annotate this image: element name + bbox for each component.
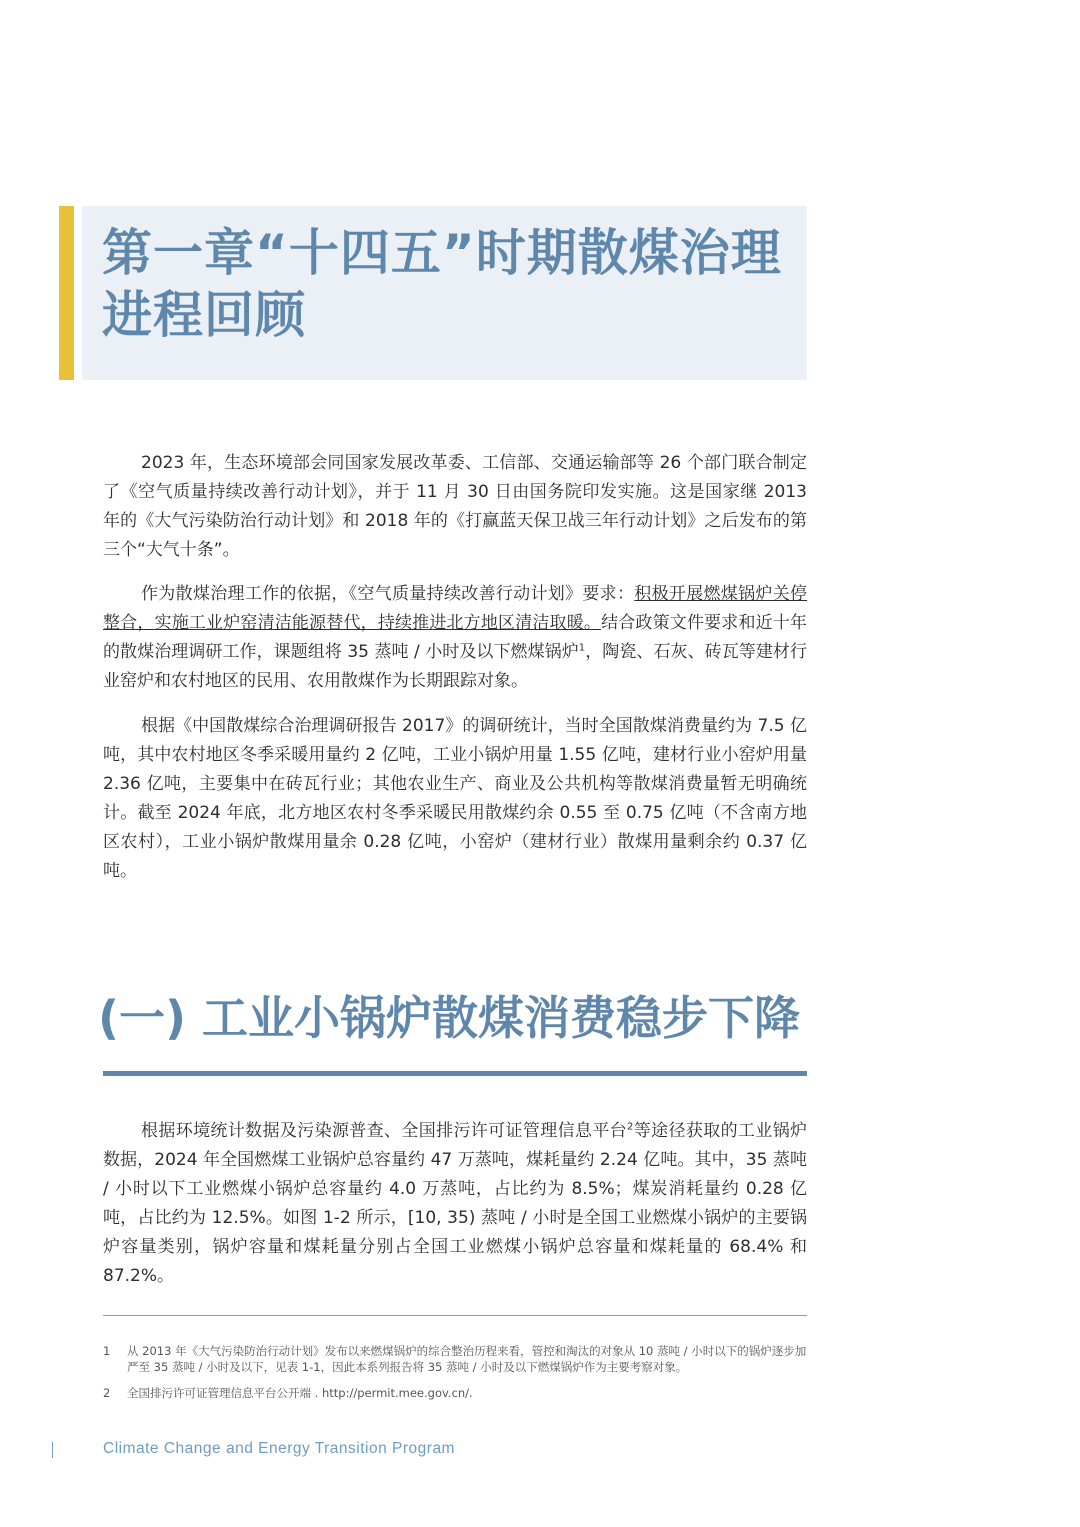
- paragraph-4-lead: 根据环境统计数据及污染源普查、全国排污许可证管理信息平台: [141, 1121, 628, 1141]
- intro-text: [103, 449, 807, 565]
- paragraph-2-text-a: 结合政策文件要求和近十年的散煤治理调研工作，课题组将 35 蒸吨 / 小时及以下燃煤锅炉: [103, 613, 808, 662]
- footnote-2: [103, 1385, 807, 1401]
- paragraph-3: 根据《中国散煤综合治理调研报告 2017》的调研统计，当时全国散煤消费量约为 7.5 亿吨，其中农村地区冬季采暖用量约 2 亿吨，工业小锅炉用量 1.55 亿吨，建材行业小窑炉用量 2.36 亿吨，主要集中在砖瓦行业；其他农业生产、商业及公共机构等散煤消费量暂无明确统计。截至 2024 年底，北方地区农村冬季采暖民用散煤约余 0.55 至 0.75 亿吨（不含南方地区农村），工业小锅炉散煤用量余 0.28 亿吨，小窑炉（建材行业）散煤用量剩余约 0.37 亿吨。: [103, 716, 807, 881]
- footnote-divider: [103, 1315, 807, 1316]
- section-divider: [103, 1071, 807, 1076]
- paragraph-2-lead: 作为散煤治理工作的依据，《空气质量持续改善行动计划》要求：: [141, 584, 635, 604]
- chapter-title-line-1: 第一章“十四五”时期散煤治理: [102, 224, 782, 282]
- page-marker: [52, 1442, 53, 1458]
- paragraph-1: 2023 年，生态环境部会同国家发展改革委、工信部、交通运输部等 26 个部门联合制定了《空气质量持续改善行动计划》，并于 11 月 30 日由国务院印发实施。这是国家继 2013 年的《大气污染防治行动计划》和 2018 年的《打赢蓝天保卫战三年行动计划》之后发布的第三个“大气十条”。: [103, 453, 807, 560]
- paragraph-2-text-b: ，陶瓷、石灰、砖瓦等建材行业窑炉和农村地区的民用、农用散煤作为长期跟踪对象。: [103, 642, 807, 691]
- paragraph-2-requirement: 积极开展燃煤锅炉关停整合，实施工业炉窑清洁能源替代，持续推进北方地区清洁取暖。: [103, 584, 808, 633]
- chapter-title: [102, 222, 812, 346]
- paragraph-2: [103, 580, 807, 696]
- footnote-number: 2: [103, 1386, 111, 1400]
- footnote-text: 全国排污许可证管理信息平台公开端 . http://permit.mee.gov.cn/.: [127, 1386, 473, 1400]
- footer-program-name: Climate Change and Energy Transition Program: [103, 1440, 455, 1457]
- paragraph-4-text: 等途径获取的工业锅炉数据，2024 年全国燃煤工业锅炉总容量约 47 万蒸吨，煤耗量约 2.24 亿吨。其中，35 蒸吨 / 小时以下工业燃煤小锅炉总容量约 4.0 万蒸吨，占比约为 8.5%；煤炭消耗量约 0.28 亿吨，占比约为 12.5%。如图 1-2 所示，[10, 35) 蒸吨 / 小时是全国工业燃煤小锅炉的主要锅炉容量类别，锅炉容量和煤耗量分别占全国工业燃煤小锅炉总容量和煤耗量的 68.4% 和 87.2%。: [103, 1121, 808, 1286]
- footnotes: [103, 1343, 807, 1411]
- chapter-accent-bar: [59, 206, 74, 380]
- section-title: (一) 工业小锅炉散煤消费稳步下降: [98, 991, 801, 1045]
- paragraph-4: [103, 1117, 807, 1291]
- chapter-title-line-2: 进程回顾: [102, 286, 306, 344]
- footnote-ref-2: 2: [627, 1121, 634, 1133]
- footnote-text: 从 2013 年《大气污染防治行动计划》发布以来燃煤锅炉的综合整治历程来看，管控和淘汰的对象从 10 蒸吨 / 小时以下的锅炉逐步加严至 35 蒸吨 / 小时及以下，见表 1-1，因此本系列报告将 35 蒸吨 / 小时及以下燃煤锅炉作为主要考察对象。: [127, 1344, 807, 1374]
- footnote-1: [103, 1343, 807, 1375]
- chapter-header: [59, 206, 807, 380]
- boiler-text: [103, 1117, 807, 1291]
- footnote-number: 1: [103, 1344, 111, 1358]
- stats-text: [103, 712, 807, 886]
- footnote-ref-1: 1: [578, 642, 586, 654]
- policy-text: [103, 580, 807, 696]
